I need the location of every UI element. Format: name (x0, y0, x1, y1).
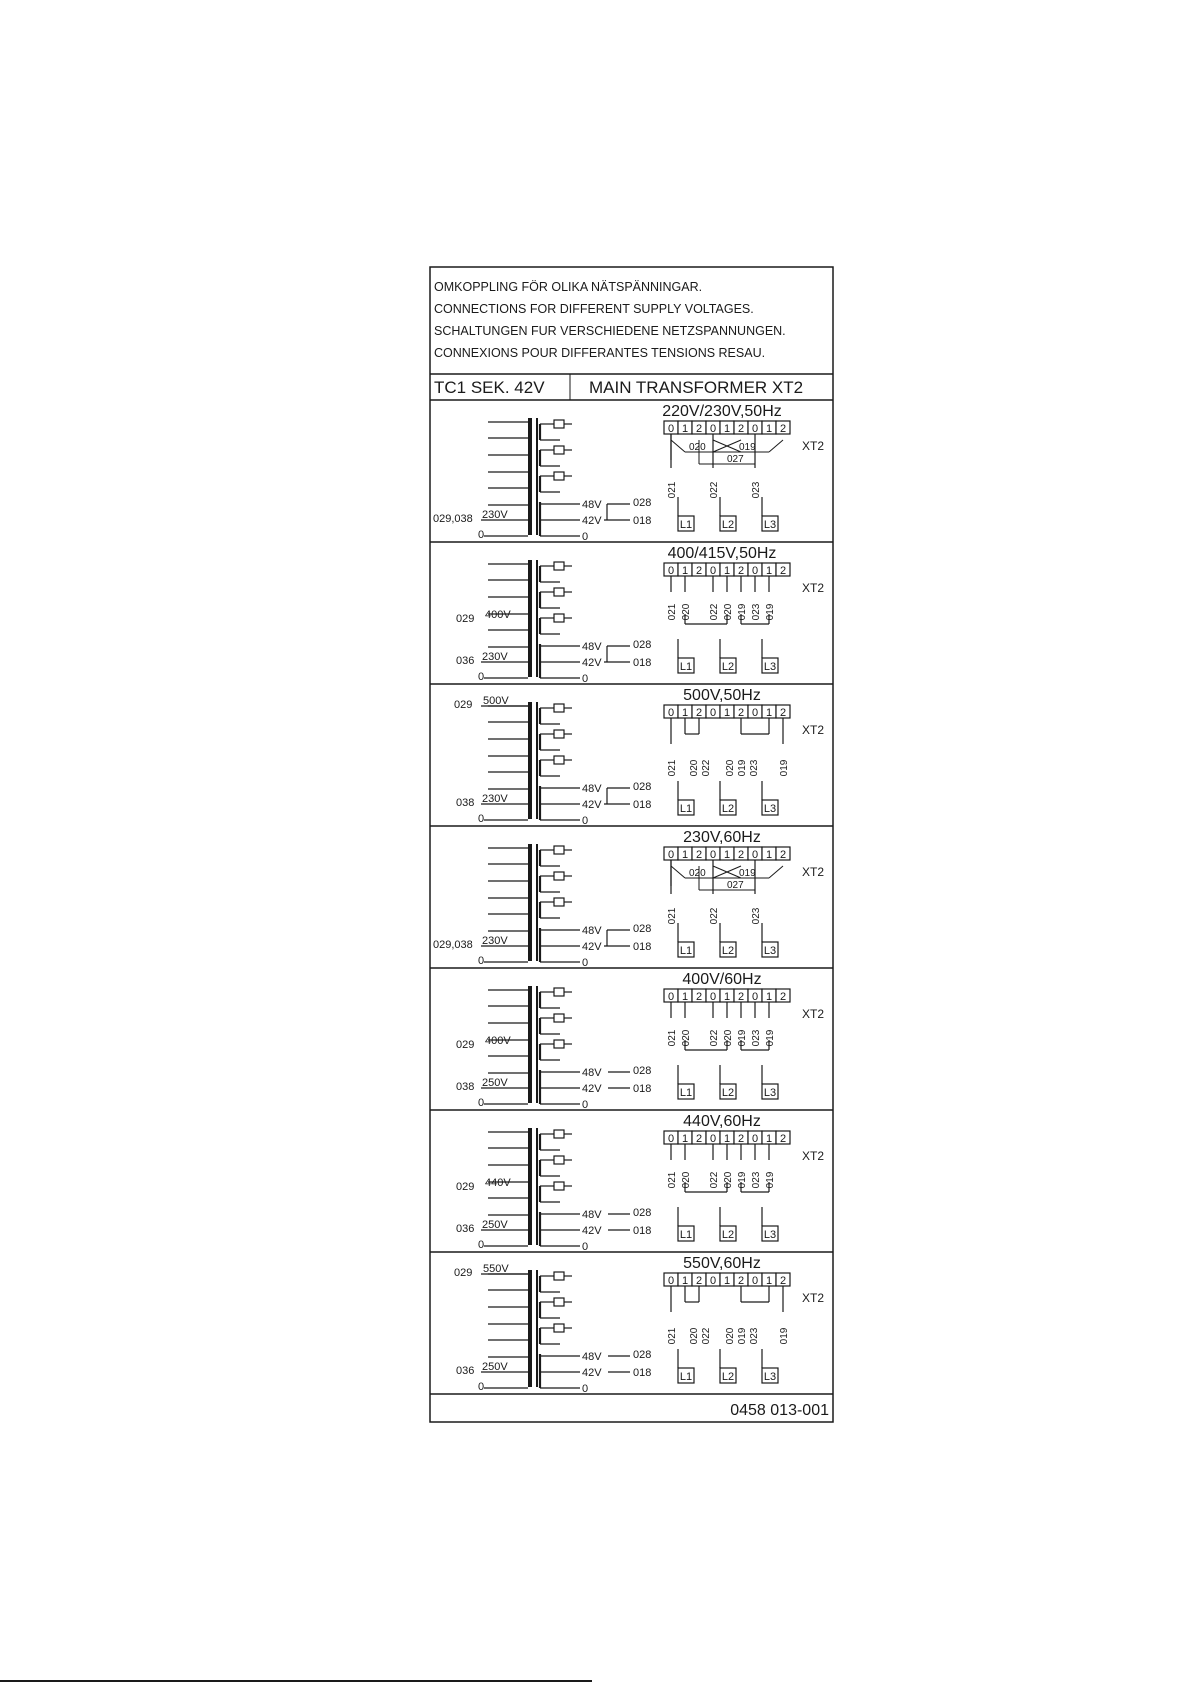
terminal-number: 2 (779, 991, 787, 1003)
secondary-48v-label: 48V (582, 641, 602, 653)
terminal-number: 2 (737, 991, 745, 1003)
terminal-number: 2 (695, 849, 703, 861)
relay-contact (554, 1040, 564, 1048)
relay-contact (554, 1298, 564, 1306)
terminal-number: 0 (751, 1275, 759, 1287)
wire-label: 022 (709, 603, 720, 621)
wire-label: 020 (689, 1327, 700, 1345)
wire-028-label: 028 (633, 781, 652, 793)
phase-label: L3 (763, 1229, 777, 1241)
xt2-label: XT2 (802, 1007, 825, 1021)
tap-wire-label: 029,038 (433, 513, 473, 525)
jumper-label: 027 (727, 454, 744, 465)
terminal-number: 2 (737, 849, 745, 861)
tap-voltage-label: 230V (482, 651, 508, 663)
terminal-number: 1 (681, 565, 689, 577)
transformer-core-secondary (536, 1128, 538, 1245)
secondary-48v-label: 48V (582, 1209, 602, 1221)
wire-label: 019 (765, 603, 776, 621)
wire-label: 019 (737, 1029, 748, 1047)
wire-label: 019 (765, 1171, 776, 1189)
xt2-label: XT2 (802, 1291, 825, 1305)
wire-label: 021 (667, 1029, 678, 1047)
wire-028-label: 028 (633, 1207, 652, 1219)
wire-label: 023 (749, 1327, 760, 1345)
phase-label: L1 (679, 945, 693, 957)
terminal-number: 2 (737, 1133, 745, 1145)
relay-contact (554, 1130, 564, 1138)
wire-label: 023 (749, 759, 760, 777)
wire-018-label: 018 (633, 1225, 652, 1237)
transformer-core (528, 844, 532, 961)
terminal-number: 2 (737, 1275, 745, 1287)
relay-contact (554, 898, 564, 906)
terminal-number: 2 (779, 1133, 787, 1145)
jumper-line (671, 440, 685, 452)
wire-label: 022 (709, 481, 720, 499)
terminal-number: 1 (723, 707, 731, 719)
terminal-number: 0 (667, 707, 675, 719)
terminal-number: 1 (723, 1133, 731, 1145)
wire-018-label: 018 (633, 1367, 652, 1379)
wire-label: 022 (709, 1029, 720, 1047)
terminal-number: 1 (765, 1133, 773, 1145)
terminal-number: 0 (709, 1275, 717, 1287)
phase-label: L1 (679, 1087, 693, 1099)
wire-label: 019 (737, 1327, 748, 1345)
xt2-label: XT2 (802, 723, 825, 737)
relay-contact (554, 1272, 564, 1280)
wire-label: 021 (667, 603, 678, 621)
transformer-core-secondary (536, 1270, 538, 1387)
wire-label: 022 (709, 1171, 720, 1189)
terminal-number: 0 (667, 1275, 675, 1287)
relay-contact (554, 420, 564, 428)
wire-028-label: 028 (633, 923, 652, 935)
tap-wire-label: 029 (454, 1267, 473, 1279)
wire-028-label: 028 (633, 497, 652, 509)
secondary-42v-label: 42V (582, 1367, 602, 1379)
wire-label: 019 (765, 1029, 776, 1047)
terminal-number: 2 (737, 707, 745, 719)
jumper-label: 020 (689, 442, 706, 453)
wire-label: 021 (667, 1171, 678, 1189)
transformer-core (528, 1270, 532, 1387)
terminal-number: 0 (709, 565, 717, 577)
page-footer-rule (0, 1680, 592, 1682)
phase-label: L3 (763, 1371, 777, 1383)
tap-wire-label: 038 (456, 797, 475, 809)
terminal-number: 1 (765, 849, 773, 861)
terminal-number: 0 (751, 707, 759, 719)
jumper-label: 027 (727, 880, 744, 891)
terminal-number: 1 (723, 991, 731, 1003)
tap-zero-label: 0 (478, 1239, 485, 1251)
tap-wire-label: 029 (456, 1039, 475, 1051)
tap-voltage-label: 230V (482, 509, 508, 521)
terminal-number: 0 (709, 423, 717, 435)
relay-contact (554, 562, 564, 570)
panel-voltage-title: 500V,50Hz (683, 687, 761, 704)
terminal-number: 0 (751, 1133, 759, 1145)
phase-label: L2 (721, 1087, 735, 1099)
wire-018-label: 018 (633, 1083, 652, 1095)
wire-label: 023 (751, 1171, 762, 1189)
wire-018-label: 018 (633, 515, 652, 527)
terminal-number: 1 (765, 565, 773, 577)
jumper-label: 019 (739, 442, 756, 453)
wire-label: 020 (723, 603, 734, 621)
tap-zero-label: 0 (478, 955, 485, 967)
wire-028-label: 028 (633, 639, 652, 651)
terminal-number: 0 (709, 1133, 717, 1145)
terminal-number: 2 (779, 849, 787, 861)
secondary-48v-label: 48V (582, 925, 602, 937)
tap-voltage-label: 250V (482, 1361, 508, 1373)
wire-label: 022 (709, 907, 720, 925)
panel-voltage-title: 230V,60Hz (683, 829, 761, 846)
phase-label: L3 (763, 1087, 777, 1099)
voltage-panel (430, 545, 833, 685)
phase-label: L2 (721, 519, 735, 531)
terminal-number: 2 (737, 565, 745, 577)
phase-label: L1 (679, 519, 693, 531)
tap-wire-label: 036 (456, 1223, 475, 1235)
wire-label: 022 (701, 759, 712, 777)
panel-voltage-title: 400/415V,50Hz (667, 545, 777, 562)
wire-label: 020 (681, 1029, 692, 1047)
wire-label: 020 (681, 1171, 692, 1189)
transformer-core (528, 702, 532, 819)
wire-label: 020 (723, 1029, 734, 1047)
tap-voltage-label: 250V (482, 1219, 508, 1231)
jumper-line (671, 866, 685, 878)
terminal-number: 2 (779, 707, 787, 719)
wire-label: 019 (737, 603, 748, 621)
terminal-number: 2 (779, 565, 787, 577)
wire-label: 023 (751, 481, 762, 499)
phase-label: L2 (721, 1229, 735, 1241)
relay-contact (554, 614, 564, 622)
wire-label: 019 (737, 1171, 748, 1189)
relay-contact (554, 988, 564, 996)
secondary-42v-label: 42V (582, 941, 602, 953)
phase-label: L3 (763, 945, 777, 957)
xt2-label: XT2 (802, 1149, 825, 1163)
terminal-number: 2 (779, 423, 787, 435)
tap-voltage-label: 230V (482, 793, 508, 805)
voltage-panel (454, 1255, 824, 1395)
wire-028-label: 028 (633, 1065, 652, 1077)
header-line-fr: CONNEXIONS POUR DIFFERANTES TENSIONS RESAU. (434, 346, 766, 360)
secondary-zero-label: 0 (582, 673, 589, 685)
tap-wire-label: 036 (456, 655, 475, 667)
terminal-number: 1 (681, 707, 689, 719)
terminal-number: 1 (765, 1275, 773, 1287)
terminal-number: 0 (667, 991, 675, 1003)
voltage-panel (430, 971, 833, 1111)
tap-wire-label: 038 (456, 1081, 475, 1093)
tap-zero-label: 0 (478, 1381, 485, 1393)
terminal-number: 0 (751, 423, 759, 435)
phase-label: L3 (763, 661, 777, 673)
tap-voltage-label: 250V (482, 1077, 508, 1089)
phase-label: L3 (763, 519, 777, 531)
main-transformer-title: MAIN TRANSFORMER XT2 (589, 378, 804, 397)
wire-label: 022 (701, 1327, 712, 1345)
secondary-zero-label: 0 (582, 815, 589, 827)
terminal-number: 0 (667, 565, 675, 577)
voltage-panel (430, 687, 833, 827)
terminal-number: 0 (709, 849, 717, 861)
terminal-number: 2 (695, 565, 703, 577)
wire-label: 021 (667, 481, 678, 499)
terminal-number: 1 (681, 1133, 689, 1145)
transformer-core (528, 1128, 532, 1245)
secondary-42v-label: 42V (582, 1225, 602, 1237)
tap-zero-label: 0 (478, 1097, 485, 1109)
panel-voltage-title: 220V/230V,50Hz (662, 403, 782, 420)
relay-contact (554, 756, 564, 764)
tap-voltage-label: 500V (483, 695, 509, 707)
terminal-number: 1 (765, 707, 773, 719)
terminal-number: 1 (765, 423, 773, 435)
label-frame (430, 267, 833, 1422)
panel-voltage-title: 550V,60Hz (683, 1255, 761, 1272)
terminal-number: 2 (695, 991, 703, 1003)
transformer-core-secondary (536, 418, 538, 535)
transformer-core-secondary (536, 560, 538, 677)
relay-contact (554, 846, 564, 854)
doc-number: 0458 013-001 (730, 1402, 829, 1419)
tc1-title: TC1 SEK. 42V (434, 378, 545, 397)
xt2-label: XT2 (802, 865, 825, 879)
relay-contact (554, 1156, 564, 1164)
transformer-core-secondary (536, 844, 538, 961)
terminal-number: 2 (695, 1133, 703, 1145)
header-line-de: SCHALTUNGEN FUR VERSCHIEDENE NETZSPANNUNGEN. (434, 324, 786, 338)
jumper-label: 019 (739, 868, 756, 879)
wire-label: 021 (667, 759, 678, 777)
phase-label: L3 (763, 803, 777, 815)
wire-label: 023 (751, 907, 762, 925)
terminal-number: 0 (751, 991, 759, 1003)
terminal-number: 1 (723, 565, 731, 577)
terminal-number: 1 (681, 423, 689, 435)
jumper-line (769, 440, 783, 452)
wire-label: 020 (725, 759, 736, 777)
wire-label: 023 (751, 603, 762, 621)
header-line-sv: OMKOPPLING FÖR OLIKA NÄTSPÄNNINGAR. (434, 280, 703, 294)
phase-label: L2 (721, 661, 735, 673)
relay-contact (554, 1182, 564, 1190)
wire-028-label: 028 (633, 1349, 652, 1361)
xt2-label: XT2 (802, 439, 825, 453)
panel-voltage-title: 400V/60Hz (682, 971, 762, 988)
wire-label: 021 (667, 907, 678, 925)
tap-voltage-label: 550V (483, 1263, 509, 1275)
terminal-number: 0 (709, 991, 717, 1003)
terminal-number: 1 (765, 991, 773, 1003)
wire-label: 020 (681, 603, 692, 621)
relay-contact (554, 1014, 564, 1022)
terminal-number: 0 (751, 849, 759, 861)
secondary-42v-label: 42V (582, 1083, 602, 1095)
terminal-number: 2 (779, 1275, 787, 1287)
secondary-zero-label: 0 (582, 1241, 589, 1253)
relay-contact (554, 588, 564, 596)
secondary-42v-label: 42V (582, 799, 602, 811)
tap-zero-label: 0 (478, 813, 485, 825)
tap-voltage-label: 400V (485, 609, 511, 621)
phase-label: L1 (679, 1229, 693, 1241)
tap-wire-label: 029 (456, 1181, 475, 1193)
jumper-line (769, 866, 783, 878)
phase-label: L2 (721, 1371, 735, 1383)
terminal-number: 2 (737, 423, 745, 435)
terminal-number: 2 (695, 423, 703, 435)
header-line-en: CONNECTIONS FOR DIFFERENT SUPPLY VOLTAGES. (434, 302, 754, 316)
terminal-number: 1 (681, 849, 689, 861)
terminal-number: 0 (667, 849, 675, 861)
terminal-number: 0 (709, 707, 717, 719)
transformer-core-secondary (536, 702, 538, 819)
phase-label: L1 (679, 803, 693, 815)
relay-contact (554, 1324, 564, 1332)
wire-018-label: 018 (633, 941, 652, 953)
phase-label: L2 (721, 945, 735, 957)
secondary-48v-label: 48V (582, 1351, 602, 1363)
secondary-zero-label: 0 (582, 1383, 589, 1395)
tap-wire-label: 036 (456, 1365, 475, 1377)
relay-contact (554, 472, 564, 480)
voltage-panel (430, 829, 833, 969)
transformer-core (528, 986, 532, 1103)
wire-label: 019 (779, 1327, 790, 1345)
phase-label: L2 (721, 803, 735, 815)
tap-wire-label: 029,038 (433, 939, 473, 951)
wire-label: 020 (689, 759, 700, 777)
relay-contact (554, 872, 564, 880)
terminal-number: 1 (723, 423, 731, 435)
wire-label: 019 (779, 759, 790, 777)
terminal-number: 0 (751, 565, 759, 577)
wire-label: 020 (723, 1171, 734, 1189)
terminal-number: 1 (681, 1275, 689, 1287)
terminal-number: 2 (695, 1275, 703, 1287)
secondary-zero-label: 0 (582, 531, 589, 543)
wire-label: 023 (751, 1029, 762, 1047)
secondary-zero-label: 0 (582, 957, 589, 969)
terminal-number: 0 (667, 1133, 675, 1145)
panel-voltage-title: 440V,60Hz (683, 1113, 761, 1130)
tap-wire-label: 029 (456, 613, 475, 625)
secondary-48v-label: 48V (582, 1067, 602, 1079)
wire-018-label: 018 (633, 657, 652, 669)
secondary-42v-label: 42V (582, 515, 602, 527)
secondary-48v-label: 48V (582, 783, 602, 795)
terminal-number: 1 (723, 849, 731, 861)
wire-label: 020 (725, 1327, 736, 1345)
secondary-48v-label: 48V (582, 499, 602, 511)
terminal-number: 2 (695, 707, 703, 719)
terminal-number: 1 (681, 991, 689, 1003)
tap-voltage-label: 400V (485, 1035, 511, 1047)
phase-label: L1 (679, 661, 693, 673)
terminal-number: 0 (667, 423, 675, 435)
tap-wire-label: 029 (454, 699, 473, 711)
secondary-zero-label: 0 (582, 1099, 589, 1111)
transformer-core (528, 418, 532, 535)
relay-contact (554, 730, 564, 738)
phase-label: L1 (679, 1371, 693, 1383)
wire-label: 021 (667, 1327, 678, 1345)
tap-voltage-label: 230V (482, 935, 508, 947)
tap-voltage-label: 440V (485, 1177, 511, 1189)
xt2-label: XT2 (802, 581, 825, 595)
relay-contact (554, 704, 564, 712)
tap-zero-label: 0 (478, 529, 485, 541)
wire-018-label: 018 (633, 799, 652, 811)
jumper-label: 020 (689, 868, 706, 879)
relay-contact (554, 446, 564, 454)
secondary-42v-label: 42V (582, 657, 602, 669)
transformer-core-secondary (536, 986, 538, 1103)
voltage-panel (430, 1113, 833, 1253)
wire-label: 019 (737, 759, 748, 777)
transformer-core (528, 560, 532, 677)
voltage-panel (430, 403, 833, 543)
tap-zero-label: 0 (478, 671, 485, 683)
terminal-number: 1 (723, 1275, 731, 1287)
